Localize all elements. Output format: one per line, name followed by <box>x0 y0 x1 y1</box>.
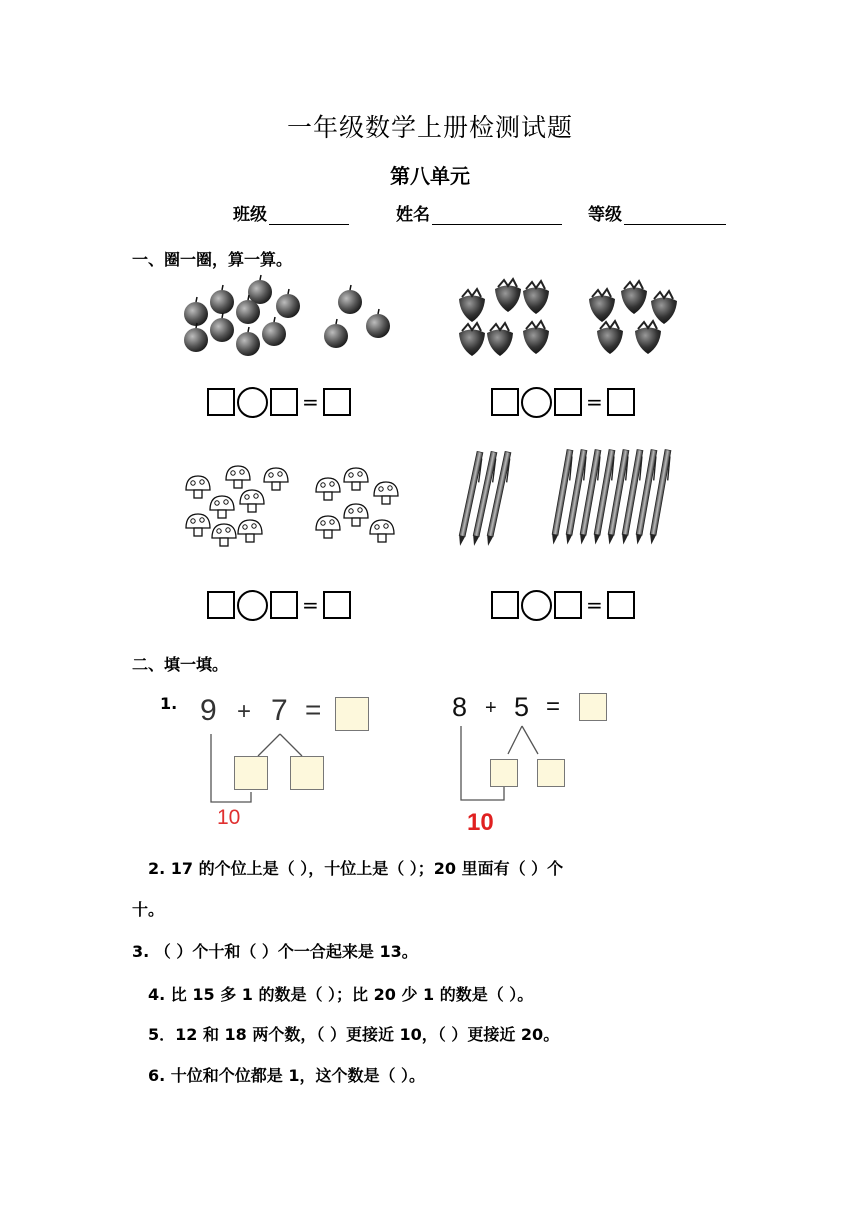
grade-label: 等级 <box>588 205 622 225</box>
equal-sign: = <box>302 593 319 617</box>
class-label: 班级 <box>233 205 267 225</box>
diagram-b-equals: = <box>546 693 561 720</box>
result-box[interactable] <box>607 591 635 619</box>
operator-circle[interactable] <box>521 590 552 621</box>
diagram-a-ten: 10 <box>217 806 241 829</box>
apples-picture <box>176 272 406 364</box>
equation-pens <box>491 588 635 622</box>
answer-box[interactable] <box>270 591 298 619</box>
diagram-b-result-box[interactable] <box>579 693 607 721</box>
grade-field[interactable] <box>588 200 726 225</box>
operator-circle[interactable] <box>237 387 268 418</box>
class-blank[interactable] <box>269 206 349 225</box>
section2-heading: 二、填一填。 <box>132 655 229 674</box>
equal-sign: = <box>586 390 603 414</box>
class-field[interactable] <box>233 200 349 225</box>
unit-subtitle: 第八单元 <box>390 164 470 188</box>
equation-strawberries <box>491 385 635 419</box>
diagram-b-addend2: 5 <box>514 692 530 722</box>
equation-mushrooms <box>207 588 351 622</box>
question5: 5．12 和 18 两个数，（ ）更接近 10，（ ）更接近 20。 <box>148 1025 560 1044</box>
name-label: 姓名 <box>396 205 430 225</box>
name-blank[interactable] <box>432 206 562 225</box>
diagram-b-plus: + <box>485 697 497 719</box>
pens-picture <box>458 446 680 554</box>
diagram-a-split-box2[interactable] <box>290 756 324 790</box>
diagram-b-addend1: 8 <box>452 692 468 722</box>
diagram-a-addend1: 9 <box>200 694 217 727</box>
equal-sign: = <box>586 593 603 617</box>
answer-box[interactable] <box>491 591 519 619</box>
diagram-a-split-box1[interactable] <box>234 756 268 790</box>
answer-box[interactable] <box>554 591 582 619</box>
result-box[interactable] <box>323 591 351 619</box>
diagram-b-split-box2[interactable] <box>537 759 565 787</box>
page-title: 一年级数学上册检测试题 <box>286 113 573 142</box>
question3: 3. （ ）个十和（ ）个一合起来是 13。 <box>132 942 418 961</box>
question2-line1: 2. 17 的个位上是（ ），十位上是（ ）；20 里面有（ ）个 <box>148 859 564 878</box>
result-box[interactable] <box>323 388 351 416</box>
operator-circle[interactable] <box>237 590 268 621</box>
answer-box[interactable] <box>554 388 582 416</box>
grade-blank[interactable] <box>624 206 726 225</box>
diagram-a-plus: + <box>237 698 252 725</box>
question4: 4. 比 15 多 1 的数是（ ）；比 20 少 1 的数是（ ）。 <box>148 985 534 1004</box>
question1-number: 1. <box>160 694 178 713</box>
question2-line2: 十。 <box>132 900 165 919</box>
result-box[interactable] <box>607 388 635 416</box>
diagram-a-addend2: 7 <box>271 694 288 727</box>
equation-apples <box>207 385 351 419</box>
question6: 6. 十位和个位都是 1，这个数是（ ）。 <box>148 1066 426 1085</box>
answer-box[interactable] <box>207 591 235 619</box>
diagram-a-result-box[interactable] <box>335 697 369 731</box>
answer-box[interactable] <box>491 388 519 416</box>
strawberries-picture <box>452 266 688 362</box>
equal-sign: = <box>302 390 319 414</box>
diagram-b-ten: 10 <box>467 809 494 836</box>
answer-box[interactable] <box>207 388 235 416</box>
operator-circle[interactable] <box>521 387 552 418</box>
diagram-b-split-box1[interactable] <box>490 759 518 787</box>
diagram-a-equals: = <box>305 694 322 725</box>
section1-heading: 一、圈一圈，算一算。 <box>132 250 293 269</box>
name-field[interactable] <box>396 200 562 225</box>
answer-box[interactable] <box>270 388 298 416</box>
mushrooms-picture <box>180 460 405 552</box>
